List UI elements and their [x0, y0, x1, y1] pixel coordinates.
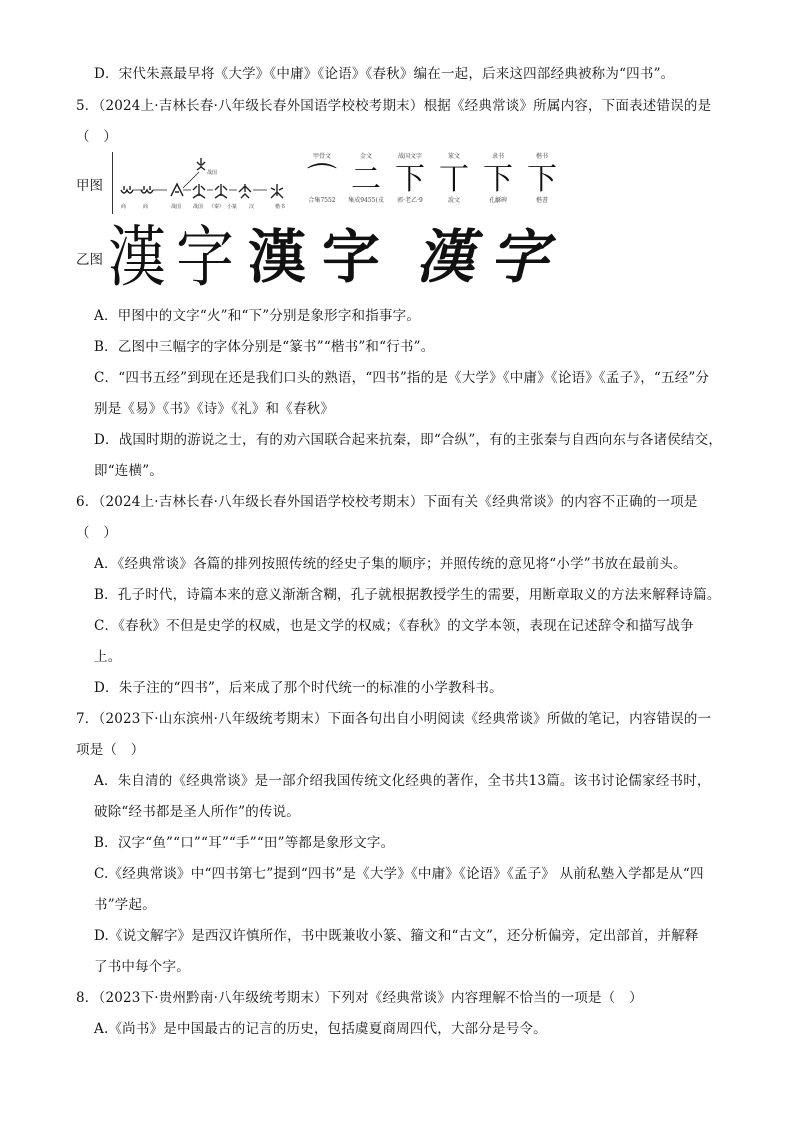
q7-option-a-line2: 破除“经书都是圣人所作”的传说。 [94, 804, 301, 820]
xia-header: 金文 [359, 153, 372, 160]
fire-caption-4: 战国 [193, 204, 204, 210]
figure-b-three-scripts [108, 217, 568, 297]
question-7-stem: 7．（2023下·山东滨州·八年级统考期末）下面各句出自小明阅读《经典常谈》所做的笔记，内容错误的一 [76, 711, 712, 727]
q6-option-c-line1: C．《春秋》不但是史学的权威，也是文学的权威；《春秋》的文学本领，表现在记述辞令和描写战争 [94, 618, 694, 634]
q5-option-c-line1: C．“四书五经”到现在还是我们口头的熟语，“四书”指的是《大学》《中庸》《论语》《孟子》，“五经”分 [94, 370, 710, 386]
q5-option-b: B．乙图中三幅字的字体分别是“篆书”“楷书”和“行书”。 [94, 339, 435, 355]
xia-col-5 [478, 153, 518, 205]
question-5-stem: 5．（2024上·吉林长春·八年级长春外国语学校校考期末）根据《经典常谈》所属内容，下面表述错误的是 [76, 98, 712, 114]
figure-a-fire-evolution [112, 152, 309, 214]
q7-option-a-line1: A．朱自清的《经典常谈》是一部介绍我国传统文化经典的著作，全书共13篇。该书讨论儒家经书时， [94, 773, 711, 789]
fire-glyph-7 [271, 184, 283, 198]
question-6-paren: （ ） [76, 525, 118, 541]
q7-option-d-line2: 了书中每个字。 [94, 959, 190, 975]
q6-option-d: D．朱子注的“四书”，后来成了那个时代统一的标准的小学教科书。 [94, 680, 503, 696]
fire-glyph-top [197, 158, 205, 170]
figure-b-label: 乙图 [76, 252, 103, 268]
q7-option-c-line1: C.《经典常谈》中“四书第七”提到“四书”是《大学》《中庸》《论语》《孟子》 从前私塾入学都是从“四 [94, 866, 704, 882]
q6-option-a: A．《经典常谈》各篇的排列按照传统的经史子集的顺序；并照传统的意见将“小学”书放在最前头。 [94, 556, 687, 572]
xia-header: 楷书 [535, 153, 548, 160]
question-8-stem: 8．（2023下·贵州黔南·八年级统考期末）下列对《经典常谈》内容理解不恰当的一项是（ ） [76, 990, 643, 1006]
xia-glyph: 丅 [439, 162, 469, 197]
q7-option-b: B．汉字“鱼”“口”“耳”“手”“田”等都是象形文字。 [94, 835, 395, 851]
xia-glyph: 二 [351, 162, 381, 197]
fire-caption-8: 楷书 [275, 204, 286, 210]
fire-glyph-1 [121, 186, 133, 193]
figure-a-label: 甲图 [76, 178, 103, 194]
q5-option-a: A．甲图中的文字“火”和“下”分别是象形字和指事字。 [94, 308, 421, 324]
seal-script-han: 漢 [108, 217, 163, 297]
question-5-paren: （ ） [76, 129, 118, 145]
xia-source: 郭·老乙·9 [397, 197, 423, 204]
xia-col-2 [346, 153, 386, 205]
fire-caption-3: 战国 [171, 204, 182, 210]
fire-caption-7: 汉 [249, 204, 255, 210]
xia-glyph: 下 [527, 162, 557, 197]
q5-option-d-line1: D．战国时期的游说之士，有的劝六国联合起来抗秦，即“合纵”，有的主张秦与自西向东与各诸侯结交， [94, 432, 723, 448]
q5-option-d-line2: 即“连横”。 [94, 463, 164, 479]
fire-caption-1: 商 [121, 204, 127, 210]
seal-script-zi: 字 [176, 217, 235, 297]
xia-source: 集成9455(戎 [348, 197, 384, 204]
q7-option-c-line2: 书”学起。 [94, 897, 156, 913]
xia-col-1 [302, 153, 342, 205]
xia-header: 战国文字 [397, 153, 422, 160]
xia-source: 楷書 [535, 197, 548, 204]
xia-glyph: 下 [483, 162, 513, 197]
xia-glyph: ⌒ [307, 162, 337, 197]
xia-source: 合集7552 [308, 197, 336, 204]
q4-option-d: D．宋代朱熹最早将《大学》《中庸》《论语》《春秋》编在一起，后来这四部经典被称为“四书”。 [94, 66, 675, 82]
running-script-zi: 字 [490, 223, 549, 291]
running-script-han: 漢 [416, 223, 475, 291]
fire-caption-5: 《秦》 [209, 204, 225, 210]
xia-col-6 [522, 153, 562, 205]
clerical-script-han: 漢 [248, 223, 307, 291]
fire-evolution-graphic [113, 152, 309, 214]
xia-header: 篆文 [447, 153, 460, 160]
question-7-stem-line2: 项是（ ） [76, 742, 145, 758]
q8-option-a: A.《尚书》是中国最古的记言的历史，包括虞夏商周四代，大部分是号令。 [94, 1021, 547, 1037]
fire-glyph-3 [171, 184, 183, 196]
xia-header: 甲骨文 [312, 153, 331, 160]
fire-glyph-2 [141, 186, 153, 193]
xia-header: 隶书 [491, 153, 504, 160]
xia-source: 孔龢碑 [488, 197, 507, 204]
q6-option-b: B．孔子时代，诗篇本来的意义渐渐含糊，孔子就根据教授学生的需要，用断章取义的方法来解释诗篇。 [94, 587, 721, 603]
question-6-stem: 6．（2024上·吉林长春·八年级长春外国语学校校考期末）下面有关《经典常谈》的内容不正确的一项是 [76, 494, 698, 510]
figure-a-xia-evolution [302, 153, 562, 215]
q6-option-c-line2: 上。 [94, 649, 122, 665]
xia-source: 說文 [447, 197, 460, 204]
xia-col-4 [434, 153, 474, 205]
q7-option-d-line1: D.《说文解字》是西汉许慎所作，书中既兼收小篆、籀文和“古文”，还分析偏旁，定出部首，并解释 [94, 928, 699, 944]
fire-caption-2: 商 [143, 204, 149, 210]
fire-glyph-4 [193, 184, 205, 198]
fire-top-caption: 战国 [207, 170, 218, 176]
clerical-script-zi: 字 [322, 223, 381, 291]
fire-glyph-6 [239, 184, 251, 198]
fire-glyph-5 [215, 184, 227, 198]
fire-caption-6: 小篆 [227, 204, 238, 210]
xia-glyph: 下 [395, 162, 425, 197]
q5-option-c-line2: 别是《易》《书》《诗》《礼》和《春秋》 [94, 401, 335, 417]
xia-col-3 [390, 153, 430, 205]
